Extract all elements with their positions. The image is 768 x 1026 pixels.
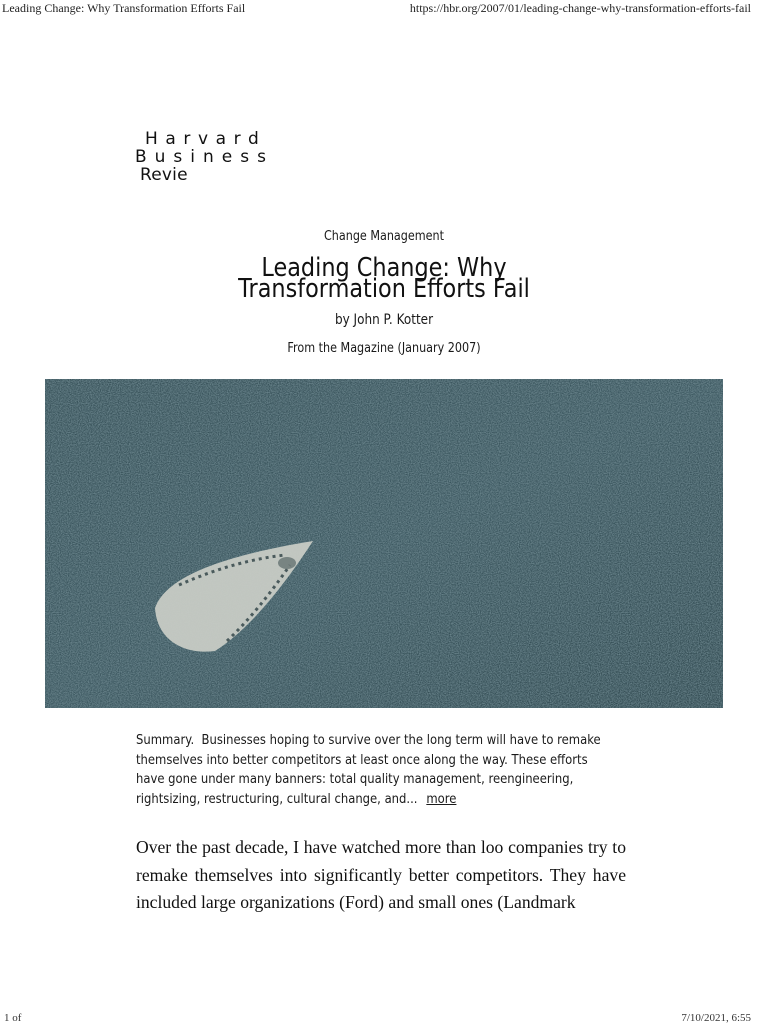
article-summary: [136, 731, 618, 810]
article-title: Leading Change: Why Transformation Efforts Fail: [238, 253, 530, 304]
logo-line-business: Business: [135, 147, 274, 167]
hero-image: [45, 379, 723, 708]
print-header-title: Leading Change: Why Transformation Efforts Fail: [2, 1, 246, 15]
more-link[interactable]: more: [426, 791, 457, 808]
page-count: 1 of: [4, 1012, 22, 1024]
byline[interactable]: by John P. Kotter: [334, 312, 434, 328]
summary-label: Summary.: [136, 732, 195, 748]
print-timestamp: 7/10/2021, 6:55: [681, 1012, 751, 1024]
issue-date: From the Magazine (January 2007): [287, 341, 481, 356]
logo-line-review: Revie: [140, 165, 188, 185]
print-header-url[interactable]: https://hbr.org/2007/01/leading-change-why-transformation-efforts-fail: [409, 1, 751, 15]
hbr-logo[interactable]: [132, 130, 282, 184]
print-header: [0, 0, 768, 18]
article-body-paragraph: Over the past decade, I have watched more than loo companies try to remake themselves into significantly better competitors. They have included large organizations (Ford) and small ones (Landmark: [136, 837, 626, 912]
logo-line-harvard: Harvard: [145, 129, 267, 149]
summary-text: Businesses hoping to survive over the long term will have to remake themselves into better competitors at least once along the way. These efforts have gone under many banners: total quality management, reengineering, rightsizing, restructuring, cultural change, and...: [136, 732, 601, 808]
topic-link[interactable]: Change Management: [323, 229, 444, 244]
